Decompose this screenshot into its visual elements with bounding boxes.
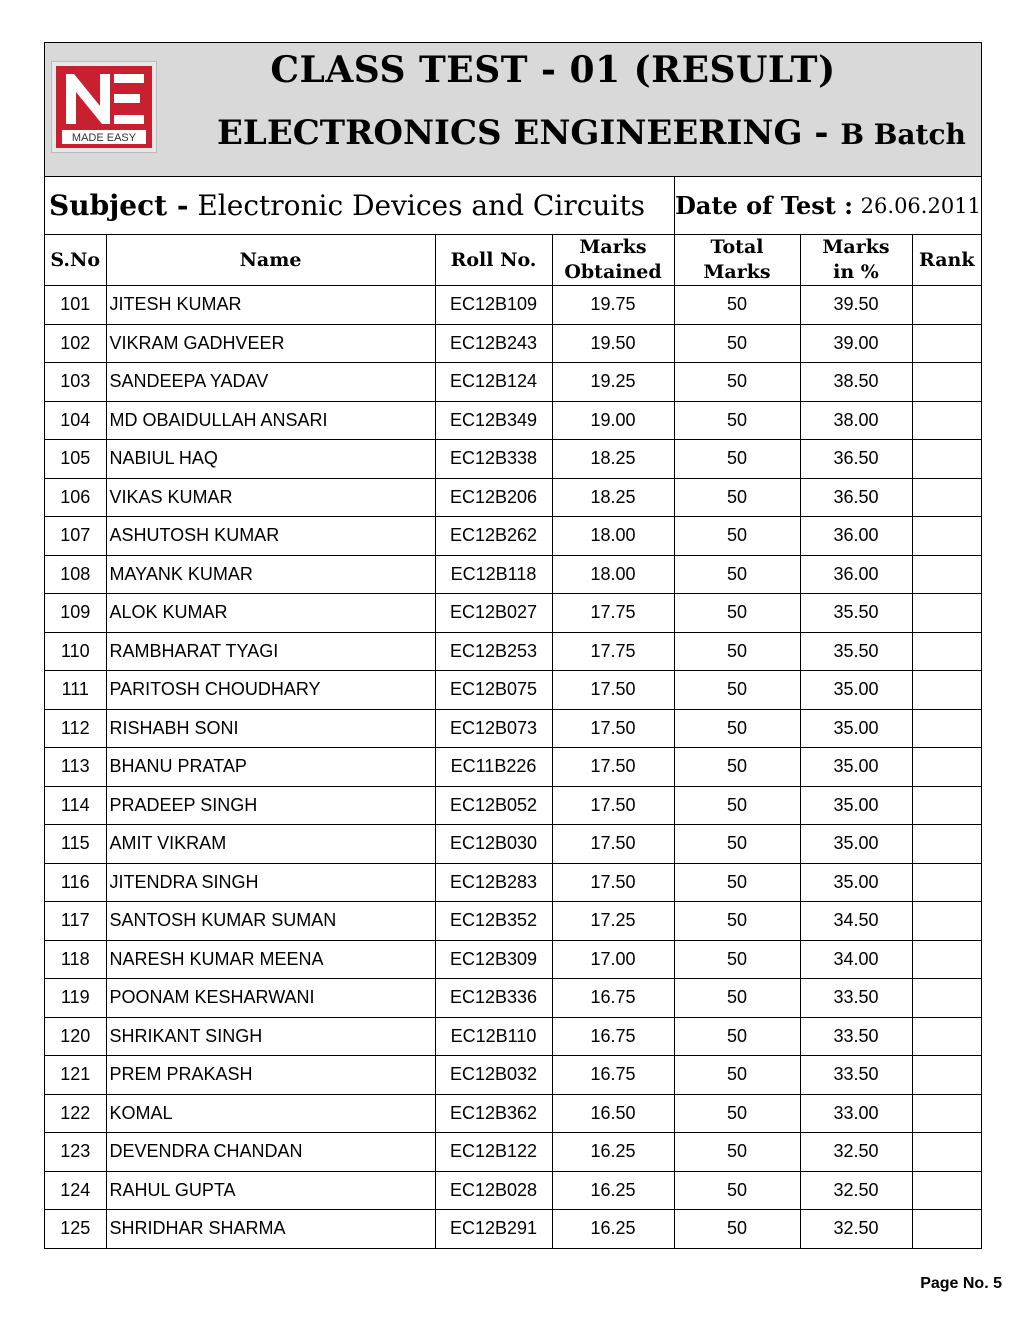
cell-total: 50 <box>674 825 800 864</box>
col-header-total: Total Marks <box>674 235 800 286</box>
table-row <box>45 786 981 825</box>
cell-total: 50 <box>674 1017 800 1056</box>
cell-total: 50 <box>674 902 800 941</box>
cell-marks: 19.75 <box>552 286 674 325</box>
cell-total: 50 <box>674 748 800 787</box>
cell-total: 50 <box>674 671 800 710</box>
cell-percent: 35.00 <box>800 671 912 710</box>
cell-percent: 39.50 <box>800 286 912 325</box>
cell-name: VIKRAM GADHVEER <box>106 324 435 363</box>
cell-total: 50 <box>674 517 800 556</box>
cell-rank <box>912 863 981 902</box>
cell-name: RISHABH SONI <box>106 709 435 748</box>
table-row <box>45 863 981 902</box>
table-row <box>45 1056 981 1095</box>
col-header-percent: Marks in % <box>800 235 912 286</box>
cell-percent: 36.50 <box>800 478 912 517</box>
cell-name: BHANU PRATAP <box>106 748 435 787</box>
cell-percent: 32.50 <box>800 1133 912 1172</box>
cell-percent: 33.50 <box>800 979 912 1018</box>
cell-roll: EC12B338 <box>435 440 552 479</box>
sheet-header <box>45 43 981 177</box>
cell-name: VIKAS KUMAR <box>106 478 435 517</box>
cell-total: 50 <box>674 632 800 671</box>
cell-roll: EC12B243 <box>435 324 552 363</box>
cell-rank <box>912 363 981 402</box>
cell-percent: 36.00 <box>800 517 912 556</box>
cell-rank <box>912 1171 981 1210</box>
table-row <box>45 940 981 979</box>
cell-marks: 16.75 <box>552 1017 674 1056</box>
page-title: CLASS TEST - 01 (RESULT) <box>270 49 836 91</box>
cell-name: DEVENDRA CHANDAN <box>106 1133 435 1172</box>
cell-roll: EC12B027 <box>435 594 552 633</box>
cell-total: 50 <box>674 324 800 363</box>
date-label: Date of Test : <box>675 191 854 220</box>
cell-roll: EC12B336 <box>435 979 552 1018</box>
cell-percent: 35.50 <box>800 594 912 633</box>
cell-name: RAMBHARAT TYAGI <box>106 632 435 671</box>
page-subtitle <box>217 113 966 153</box>
cell-roll: EC12B122 <box>435 1133 552 1172</box>
cell-rank <box>912 1094 981 1133</box>
cell-marks: 17.75 <box>552 594 674 633</box>
cell-roll: EC12B032 <box>435 1056 552 1095</box>
cell-marks: 17.25 <box>552 902 674 941</box>
table-row <box>45 1171 981 1210</box>
col-header-rank: Rank <box>912 235 981 286</box>
cell-sno: 124 <box>45 1171 106 1210</box>
cell-rank <box>912 1017 981 1056</box>
cell-name: JITESH KUMAR <box>106 286 435 325</box>
cell-marks: 19.25 <box>552 363 674 402</box>
cell-marks: 16.25 <box>552 1210 674 1248</box>
cell-name: MAYANK KUMAR <box>106 555 435 594</box>
cell-sno: 102 <box>45 324 106 363</box>
cell-marks: 18.25 <box>552 478 674 517</box>
cell-sno: 106 <box>45 478 106 517</box>
table-row <box>45 440 981 479</box>
department-name: ELECTRONICS ENGINEERING - <box>217 113 841 153</box>
results-table <box>45 235 981 1248</box>
cell-sno: 107 <box>45 517 106 556</box>
cell-total: 50 <box>674 863 800 902</box>
cell-roll: EC12B075 <box>435 671 552 710</box>
cell-total: 50 <box>674 594 800 633</box>
cell-roll: EC12B362 <box>435 1094 552 1133</box>
cell-marks: 17.75 <box>552 632 674 671</box>
cell-rank <box>912 1133 981 1172</box>
cell-sno: 114 <box>45 786 106 825</box>
cell-name: SHRIKANT SINGH <box>106 1017 435 1056</box>
cell-roll: EC12B352 <box>435 902 552 941</box>
cell-rank <box>912 632 981 671</box>
cell-name: NARESH KUMAR MEENA <box>106 940 435 979</box>
cell-marks: 17.50 <box>552 671 674 710</box>
cell-name: AMIT VIKRAM <box>106 825 435 864</box>
cell-name: JITENDRA SINGH <box>106 863 435 902</box>
cell-rank <box>912 748 981 787</box>
cell-percent: 38.50 <box>800 363 912 402</box>
cell-percent: 35.00 <box>800 863 912 902</box>
cell-percent: 36.50 <box>800 440 912 479</box>
cell-marks: 16.25 <box>552 1171 674 1210</box>
cell-marks: 17.00 <box>552 940 674 979</box>
table-row <box>45 1094 981 1133</box>
table-row <box>45 555 981 594</box>
cell-rank <box>912 1210 981 1248</box>
col-header-roll: Roll No. <box>435 235 552 286</box>
cell-rank <box>912 286 981 325</box>
cell-sno: 108 <box>45 555 106 594</box>
table-row <box>45 517 981 556</box>
cell-marks: 16.75 <box>552 979 674 1018</box>
cell-percent: 33.50 <box>800 1056 912 1095</box>
cell-total: 50 <box>674 709 800 748</box>
result-sheet <box>44 42 982 1249</box>
table-row <box>45 401 981 440</box>
table-row <box>45 709 981 748</box>
cell-marks: 17.50 <box>552 863 674 902</box>
batch-name: B Batch <box>840 118 966 151</box>
cell-name: ASHUTOSH KUMAR <box>106 517 435 556</box>
svg-text:MADE EASY: MADE EASY <box>71 132 137 144</box>
cell-marks: 16.50 <box>552 1094 674 1133</box>
table-row <box>45 478 981 517</box>
cell-rank <box>912 671 981 710</box>
cell-roll: EC12B052 <box>435 786 552 825</box>
cell-name: PARITOSH CHOUDHARY <box>106 671 435 710</box>
cell-roll: EC12B309 <box>435 940 552 979</box>
date-value: 26.06.2011 <box>860 193 981 218</box>
cell-roll: EC12B030 <box>435 825 552 864</box>
cell-percent: 35.00 <box>800 786 912 825</box>
cell-sno: 119 <box>45 979 106 1018</box>
cell-sno: 117 <box>45 902 106 941</box>
cell-name: RAHUL GUPTA <box>106 1171 435 1210</box>
cell-roll: EC11B226 <box>435 748 552 787</box>
cell-marks: 19.50 <box>552 324 674 363</box>
cell-roll: EC12B124 <box>435 363 552 402</box>
table-row <box>45 748 981 787</box>
cell-name: PRADEEP SINGH <box>106 786 435 825</box>
cell-rank <box>912 594 981 633</box>
cell-marks: 18.25 <box>552 440 674 479</box>
table-row <box>45 286 981 325</box>
cell-name: KOMAL <box>106 1094 435 1133</box>
cell-sno: 103 <box>45 363 106 402</box>
cell-roll: EC12B349 <box>435 401 552 440</box>
table-row <box>45 902 981 941</box>
cell-percent: 35.50 <box>800 632 912 671</box>
cell-name: PREM PRAKASH <box>106 1056 435 1095</box>
cell-marks: 17.50 <box>552 748 674 787</box>
cell-rank <box>912 786 981 825</box>
cell-sno: 125 <box>45 1210 106 1248</box>
cell-marks: 16.75 <box>552 1056 674 1095</box>
table-row <box>45 632 981 671</box>
table-row <box>45 363 981 402</box>
subject-label: Subject - <box>49 189 189 222</box>
cell-total: 50 <box>674 286 800 325</box>
cell-sno: 101 <box>45 286 106 325</box>
cell-percent: 34.00 <box>800 940 912 979</box>
cell-percent: 35.00 <box>800 825 912 864</box>
table-row <box>45 825 981 864</box>
cell-sno: 121 <box>45 1056 106 1095</box>
cell-total: 50 <box>674 1171 800 1210</box>
cell-roll: EC12B283 <box>435 863 552 902</box>
table-row <box>45 979 981 1018</box>
table-row <box>45 671 981 710</box>
cell-rank <box>912 324 981 363</box>
cell-total: 50 <box>674 1056 800 1095</box>
cell-roll: EC12B262 <box>435 517 552 556</box>
cell-total: 50 <box>674 1094 800 1133</box>
cell-roll: EC12B109 <box>435 286 552 325</box>
cell-rank <box>912 517 981 556</box>
cell-roll: EC12B253 <box>435 632 552 671</box>
cell-sno: 104 <box>45 401 106 440</box>
cell-sno: 123 <box>45 1133 106 1172</box>
table-row <box>45 1017 981 1056</box>
cell-total: 50 <box>674 555 800 594</box>
cell-sno: 110 <box>45 632 106 671</box>
cell-marks: 19.00 <box>552 401 674 440</box>
cell-total: 50 <box>674 478 800 517</box>
cell-percent: 34.50 <box>800 902 912 941</box>
cell-name: MD OBAIDULLAH ANSARI <box>106 401 435 440</box>
cell-rank <box>912 478 981 517</box>
cell-roll: EC12B073 <box>435 709 552 748</box>
cell-sno: 120 <box>45 1017 106 1056</box>
cell-percent: 33.50 <box>800 1017 912 1056</box>
cell-name: SANDEEPA YADAV <box>106 363 435 402</box>
cell-marks: 17.50 <box>552 825 674 864</box>
cell-marks: 18.00 <box>552 517 674 556</box>
cell-percent: 35.00 <box>800 748 912 787</box>
cell-sno: 109 <box>45 594 106 633</box>
cell-roll: EC12B118 <box>435 555 552 594</box>
cell-rank <box>912 825 981 864</box>
subject-row <box>45 177 981 235</box>
cell-rank <box>912 902 981 941</box>
table-row <box>45 594 981 633</box>
cell-total: 50 <box>674 1210 800 1248</box>
cell-marks: 18.00 <box>552 555 674 594</box>
cell-roll: EC12B110 <box>435 1017 552 1056</box>
cell-rank <box>912 979 981 1018</box>
cell-name: ALOK KUMAR <box>106 594 435 633</box>
cell-sno: 113 <box>45 748 106 787</box>
cell-percent: 36.00 <box>800 555 912 594</box>
cell-rank <box>912 440 981 479</box>
cell-total: 50 <box>674 1133 800 1172</box>
cell-rank <box>912 401 981 440</box>
cell-percent: 35.00 <box>800 709 912 748</box>
cell-name: POONAM KESHARWANI <box>106 979 435 1018</box>
cell-name: SANTOSH KUMAR SUMAN <box>106 902 435 941</box>
cell-rank <box>912 940 981 979</box>
cell-roll: EC12B291 <box>435 1210 552 1248</box>
cell-roll: EC12B206 <box>435 478 552 517</box>
cell-name: SHRIDHAR SHARMA <box>106 1210 435 1248</box>
cell-name: NABIUL HAQ <box>106 440 435 479</box>
cell-total: 50 <box>674 363 800 402</box>
col-header-marks: Marks Obtained <box>552 235 674 286</box>
cell-roll: EC12B028 <box>435 1171 552 1210</box>
subject-cell <box>45 177 675 234</box>
cell-total: 50 <box>674 401 800 440</box>
cell-sno: 118 <box>45 940 106 979</box>
table-row <box>45 1210 981 1248</box>
cell-total: 50 <box>674 940 800 979</box>
cell-sno: 122 <box>45 1094 106 1133</box>
cell-percent: 32.50 <box>800 1171 912 1210</box>
date-cell <box>675 177 981 234</box>
subject-value: Electronic Devices and Circuits <box>197 189 645 222</box>
col-header-sno: S.No <box>45 235 106 286</box>
cell-total: 50 <box>674 786 800 825</box>
cell-sno: 112 <box>45 709 106 748</box>
cell-percent: 33.00 <box>800 1094 912 1133</box>
table-header-row <box>45 235 981 286</box>
cell-sno: 115 <box>45 825 106 864</box>
page-number: Page No. 5 <box>920 1275 1002 1292</box>
cell-rank <box>912 709 981 748</box>
cell-rank <box>912 1056 981 1095</box>
col-header-name: Name <box>106 235 435 286</box>
cell-sno: 111 <box>45 671 106 710</box>
cell-total: 50 <box>674 440 800 479</box>
table-row <box>45 324 981 363</box>
cell-marks: 16.25 <box>552 1133 674 1172</box>
cell-sno: 105 <box>45 440 106 479</box>
cell-total: 50 <box>674 979 800 1018</box>
cell-sno: 116 <box>45 863 106 902</box>
cell-rank <box>912 555 981 594</box>
cell-marks: 17.50 <box>552 786 674 825</box>
cell-marks: 17.50 <box>552 709 674 748</box>
cell-percent: 39.00 <box>800 324 912 363</box>
cell-percent: 32.50 <box>800 1210 912 1248</box>
table-row <box>45 1133 981 1172</box>
cell-percent: 38.00 <box>800 401 912 440</box>
